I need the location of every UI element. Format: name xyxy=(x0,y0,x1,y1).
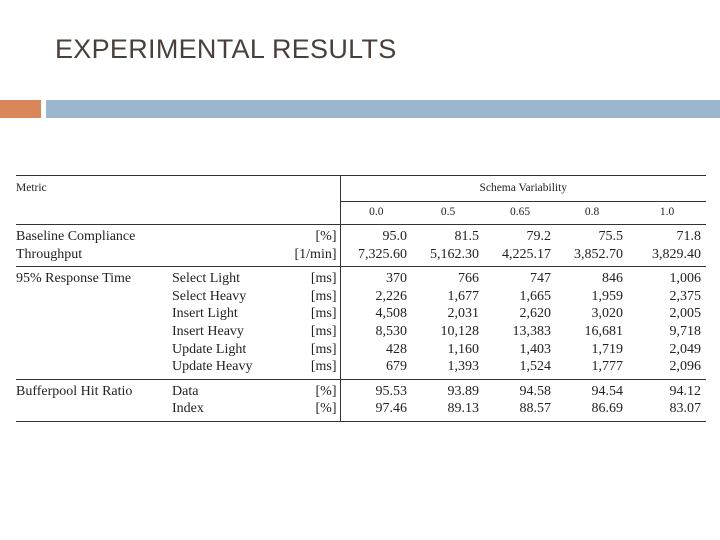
value-cell: 1,677 xyxy=(447,288,479,304)
table-row xyxy=(16,400,706,421)
results-table-container xyxy=(16,175,701,425)
value-cell: 89.13 xyxy=(447,401,479,417)
unit-label: [%] xyxy=(278,225,340,246)
value-cell: 97.46 xyxy=(375,401,407,417)
value-cell: 95.53 xyxy=(375,383,407,399)
value-cell: 1,403 xyxy=(519,341,551,357)
value-cell: 370 xyxy=(386,271,407,287)
unit-label: [ms] xyxy=(278,358,340,379)
column-header: 0.5 xyxy=(440,206,456,219)
table-row xyxy=(16,305,706,323)
submetric-label: Insert Light xyxy=(172,306,238,322)
value-cell: 88.57 xyxy=(519,401,551,417)
value-cell: 1,160 xyxy=(447,341,479,357)
results-table-body xyxy=(16,176,706,422)
metric-label xyxy=(16,400,172,421)
submetric-label: Data xyxy=(172,383,199,399)
value-cell: 5,162.30 xyxy=(430,246,479,262)
value-cell: 83.07 xyxy=(669,401,701,417)
submetric-label: Select Heavy xyxy=(172,288,247,304)
metric-label xyxy=(16,358,172,379)
value-cell: 3,829.40 xyxy=(652,246,701,262)
metric-label: Baseline Compliance xyxy=(16,229,136,244)
value-cell: 16,681 xyxy=(584,323,623,339)
value-cell: 81.5 xyxy=(454,229,479,244)
unit-label: [ms] xyxy=(278,288,340,306)
column-header: 0.65 xyxy=(509,206,531,219)
slide-title: EXPERIMENTAL RESULTS xyxy=(55,34,397,64)
table-row xyxy=(16,341,706,359)
unit-label: [ms] xyxy=(278,323,340,341)
value-cell: 94.54 xyxy=(591,383,623,399)
table-row xyxy=(16,246,706,267)
value-cell: 93.89 xyxy=(447,383,479,399)
value-cell: 9,718 xyxy=(669,323,701,339)
value-cell: 1,959 xyxy=(591,288,623,304)
unit-label: [1/min] xyxy=(278,246,340,267)
metric-label xyxy=(16,305,172,323)
submetric-label xyxy=(172,225,278,246)
value-cell: 3,852.70 xyxy=(574,246,623,262)
value-cell: 94.58 xyxy=(519,383,551,399)
table-row xyxy=(16,358,706,379)
value-cell: 2,226 xyxy=(375,288,407,304)
metric-label: Bufferpool Hit Ratio xyxy=(16,383,133,399)
metric-label xyxy=(16,341,172,359)
column-header: 0.0 xyxy=(369,206,384,219)
table-row xyxy=(16,323,706,341)
value-cell: 86.69 xyxy=(591,401,623,417)
metric-label xyxy=(16,288,172,306)
value-cell: 428 xyxy=(386,341,407,357)
value-cell: 4,508 xyxy=(375,306,407,322)
value-cell: 766 xyxy=(458,271,479,287)
accent-bar-blue xyxy=(46,100,720,118)
value-cell: 747 xyxy=(530,271,551,287)
unit-label: [ms] xyxy=(278,267,340,288)
metric-header: Metric xyxy=(16,181,47,194)
value-cell: 2,620 xyxy=(519,306,551,322)
column-header-row xyxy=(16,202,706,225)
value-cell: 10,128 xyxy=(440,323,479,339)
table-row xyxy=(16,379,706,400)
value-cell: 1,777 xyxy=(591,359,623,375)
results-table xyxy=(16,175,706,422)
value-cell: 3,020 xyxy=(591,306,623,322)
accent-bar-orange xyxy=(0,100,41,118)
metric-label xyxy=(16,323,172,341)
value-cell: 7,325.60 xyxy=(358,246,407,262)
schema-variability-header: Schema Variability xyxy=(340,176,706,202)
submetric-label: Update Heavy xyxy=(172,359,253,375)
submetric-label: Select Light xyxy=(172,271,241,287)
value-cell: 1,393 xyxy=(447,359,479,375)
value-cell: 94.12 xyxy=(669,383,701,399)
value-cell: 75.5 xyxy=(598,229,623,244)
unit-label: [ms] xyxy=(278,305,340,323)
metric-label: 95% Response Time xyxy=(16,271,132,287)
value-cell: 8,530 xyxy=(375,323,407,339)
unit-label: [%] xyxy=(278,400,340,421)
column-header: 1.0 xyxy=(659,206,675,219)
value-cell: 846 xyxy=(602,271,623,287)
value-cell: 71.8 xyxy=(676,229,701,244)
value-cell: 1,665 xyxy=(519,288,551,304)
value-cell: 1,524 xyxy=(519,359,551,375)
submetric-label xyxy=(172,246,278,267)
value-cell: 2,375 xyxy=(669,288,701,304)
value-cell: 1,719 xyxy=(591,341,623,357)
table-row xyxy=(16,225,706,246)
metric-label: Throughput xyxy=(16,246,83,262)
value-cell: 2,096 xyxy=(669,359,701,375)
value-cell: 2,049 xyxy=(669,341,701,357)
submetric-label: Insert Heavy xyxy=(172,323,244,339)
unit-label: [%] xyxy=(278,379,340,400)
value-cell: 2,005 xyxy=(669,306,701,322)
table-row xyxy=(16,267,706,288)
table-row xyxy=(16,288,706,306)
submetric-label: Update Light xyxy=(172,341,247,357)
value-cell: 13,383 xyxy=(512,323,551,339)
value-cell: 79.2 xyxy=(526,229,551,244)
value-cell: 679 xyxy=(386,359,407,375)
submetric-label: Index xyxy=(172,401,204,417)
value-cell: 2,031 xyxy=(447,306,479,322)
value-cell: 1,006 xyxy=(669,271,701,287)
value-cell: 4,225.17 xyxy=(502,246,551,262)
table-header-row xyxy=(16,176,706,202)
column-header: 0.8 xyxy=(584,206,600,219)
value-cell: 95.0 xyxy=(382,229,407,244)
unit-label: [ms] xyxy=(278,341,340,359)
